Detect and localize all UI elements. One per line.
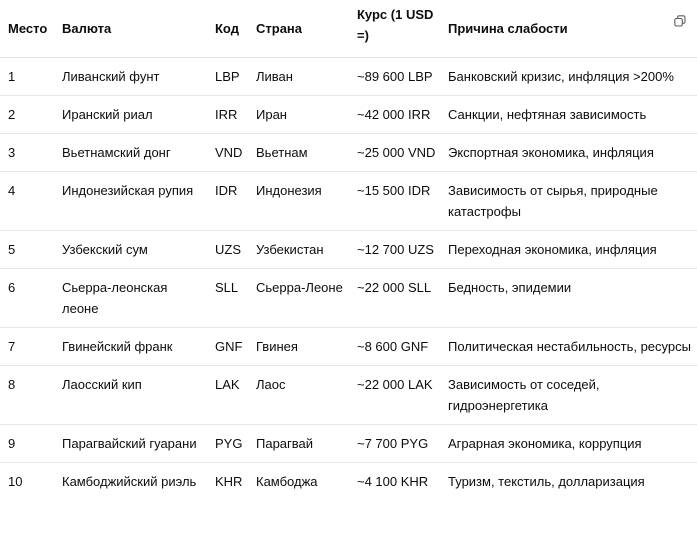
cell-reason: Туризм, текстиль, долларизация: [448, 474, 645, 489]
cell-code: GNF: [207, 328, 248, 366]
table-row: [0, 269, 697, 328]
cell-rate: ~22 000 LAK: [349, 366, 440, 425]
cell-place: 5: [0, 231, 54, 269]
cell-code: KHR: [215, 474, 243, 489]
cell-reason: Аграрная экономика, коррупция: [440, 425, 697, 463]
table-row: [0, 328, 697, 366]
cell-code: LAK: [207, 366, 248, 425]
table-row: [0, 425, 697, 463]
cell-currency: Ливанский фунт: [54, 58, 207, 96]
table-body: [0, 58, 697, 501]
cell-rate: ~4 100 KHR: [357, 474, 429, 489]
cell-country: Индонезия: [248, 172, 349, 231]
header-reason: Причина слабости: [440, 0, 697, 58]
cell-rate: ~15 500 IDR: [349, 172, 440, 231]
table-row: [0, 463, 697, 501]
cell-reason: Зависимость от соседей, гидроэнергетика: [440, 366, 697, 425]
table-row: [0, 231, 697, 269]
cell-rate: ~22 000 SLL: [349, 269, 440, 328]
header-country: Страна: [248, 0, 349, 58]
cell-place: 9: [0, 425, 54, 463]
table-row: [0, 134, 697, 172]
cell-rate: ~25 000 VND: [349, 134, 440, 172]
cell-country: Узбекистан: [248, 231, 349, 269]
cell-reason: Экспортная экономика, инфляция: [440, 134, 697, 172]
header-code: Код: [207, 0, 248, 58]
cell-currency: Гвинейский франк: [54, 328, 207, 366]
cell-code: VND: [207, 134, 248, 172]
cell-reason: Зависимость от сырья, природные катастрофы: [440, 172, 697, 231]
cell-code: IDR: [207, 172, 248, 231]
cell-currency: Камбоджийский риэль: [62, 474, 197, 489]
header-currency: Валюта: [54, 0, 207, 58]
header-place: Место: [0, 0, 54, 58]
cell-currency: Парагвайский гуарани: [54, 425, 207, 463]
table-row: [0, 366, 697, 425]
cell-country: Лаос: [248, 366, 349, 425]
cell-code: IRR: [207, 96, 248, 134]
cell-reason: Бедность, эпидемии: [440, 269, 697, 328]
cell-place: 2: [0, 96, 54, 134]
cell-place: 3: [0, 134, 54, 172]
cell-rate: ~89 600 LBP: [349, 58, 440, 96]
header-rate: Курс (1 USD =): [349, 0, 440, 58]
table-row: [0, 96, 697, 134]
cell-currency: Сьерра-леонская леоне: [54, 269, 207, 328]
table-row: [0, 58, 697, 96]
cell-place: 4: [0, 172, 54, 231]
cell-reason: Переходная экономика, инфляция: [440, 231, 697, 269]
cell-currency: Узбекский сум: [54, 231, 207, 269]
cell-country: Вьетнам: [248, 134, 349, 172]
table-header-row: [0, 0, 697, 58]
cell-currency: Индонезийская рупия: [54, 172, 207, 231]
cell-reason: Санкции, нефтяная зависимость: [440, 96, 697, 134]
cell-country: Сьерра-Леоне: [248, 269, 349, 328]
cell-place: 1: [0, 58, 54, 96]
cell-reason: Банковский кризис, инфляция >200%: [440, 58, 697, 96]
cell-place: 7: [0, 328, 54, 366]
cell-place: 8: [0, 366, 54, 425]
cell-country: Парагвай: [248, 425, 349, 463]
cell-currency: Вьетнамский донг: [54, 134, 207, 172]
cell-rate: ~8 600 GNF: [349, 328, 440, 366]
cell-currency: Иранский риал: [54, 96, 207, 134]
cell-country: Ливан: [248, 58, 349, 96]
cell-place: 10: [8, 474, 23, 489]
cell-rate: ~7 700 PYG: [349, 425, 440, 463]
cell-place: 6: [0, 269, 54, 328]
cell-rate: ~12 700 UZS: [349, 231, 440, 269]
cell-reason: Политическая нестабильность, ресурсы: [440, 328, 697, 366]
cell-code: UZS: [207, 231, 248, 269]
cell-code: PYG: [207, 425, 248, 463]
cell-code: SLL: [207, 269, 248, 328]
cell-rate: ~42 000 IRR: [349, 96, 440, 134]
cell-currency: Лаосский кип: [54, 366, 207, 425]
cell-code: LBP: [207, 58, 248, 96]
cell-country: Иран: [248, 96, 349, 134]
cell-country: Гвинея: [248, 328, 349, 366]
cell-country: Камбоджа: [256, 474, 318, 489]
table-row: [0, 172, 697, 231]
